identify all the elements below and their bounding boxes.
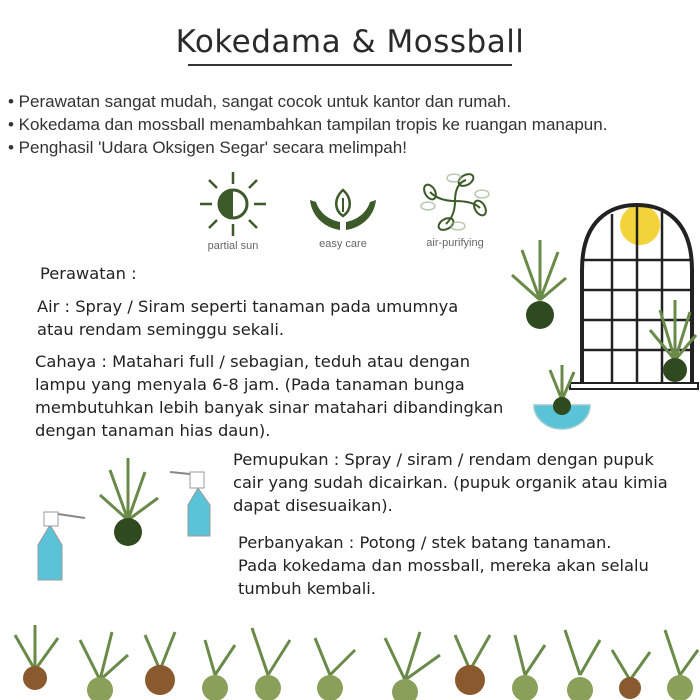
kokedama-plant-icon — [100, 458, 158, 546]
kokedama-hanging-icon — [512, 240, 566, 329]
care-fertilizing-line: cair yang sudah dicairkan. (pupuk organik atau kimia — [233, 473, 668, 492]
air-purifying-icon — [420, 170, 490, 232]
bullet-2: • Kokedama dan mossball menambahkan tampilan tropis ke ruangan manapun. — [8, 115, 608, 134]
easy-care-label: easy care — [319, 238, 367, 250]
spray-bottle-right-icon — [170, 472, 210, 536]
care-propagation-line: Pada kokedama dan mossball, mereka akan selalu — [238, 556, 649, 575]
plant-on-sill-icon — [650, 300, 696, 382]
care-propagation-line: tumbuh kembali. — [238, 579, 376, 598]
care-light-line: dengan tanaman hias daun). — [35, 421, 271, 440]
air-purifying-label: air-purifying — [426, 237, 484, 249]
title-underline — [188, 64, 512, 66]
page-title: Kokedama & Mossball — [175, 24, 525, 60]
care-light — [35, 350, 503, 442]
spray-bottle-left-icon — [38, 512, 85, 580]
spray-illustration — [30, 450, 230, 590]
care-heading: Perawatan : — [40, 264, 137, 283]
window-illustration — [500, 200, 700, 440]
plant-border — [0, 610, 700, 700]
partial-sun-label: partial sun — [207, 240, 259, 252]
care-fertilizing-line: Pemupukan : Spray / siram / rendam dengan pupuk — [233, 450, 654, 469]
care-light-line: membutuhkan lebih banyak sinar matahari dibandingkan — [35, 398, 504, 417]
care-light-line: lampu yang menyala 6-8 jam. (Pada tanaman bunga — [35, 375, 465, 394]
care-water — [37, 295, 458, 341]
care-fertilizing-line: dapat disesuaikan). — [233, 496, 393, 515]
easy-care-icon — [308, 188, 378, 234]
care-light-line: Cahaya : Matahari full / sebagian, teduh atau dengan — [35, 352, 471, 371]
care-water-line: atau rendam seminggu sekali. — [37, 320, 285, 339]
care-propagation-line: Perbanyakan : Potong / stek batang tanaman. — [238, 533, 612, 552]
care-propagation — [238, 531, 649, 600]
bullet-3: • Penghasil 'Udara Oksigen Segar' secara melimpah! — [8, 138, 407, 157]
care-water-line: Air : Spray / Siram seperti tanaman pada umumnya — [37, 297, 459, 316]
care-fertilizing — [233, 448, 668, 517]
partial-sun-icon — [198, 170, 268, 238]
bullet-1: • Perawatan sangat mudah, sangat cocok untuk kantor dan rumah. — [8, 92, 512, 111]
